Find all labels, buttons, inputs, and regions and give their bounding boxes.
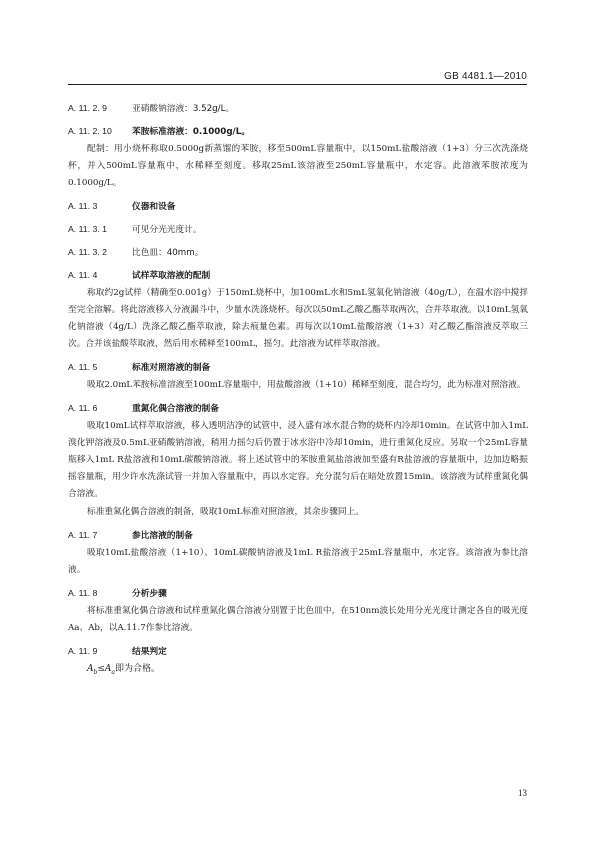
- section-heading: [68, 244, 528, 261]
- section-heading: [68, 643, 528, 660]
- section-heading: [68, 198, 528, 215]
- section-heading: [68, 123, 528, 140]
- page-number: 13: [518, 788, 527, 798]
- section-title: 重氮化偶合溶液的制备: [132, 404, 219, 414]
- section-number: A. 11. 5: [68, 362, 98, 372]
- formula-symbol: A: [87, 664, 94, 674]
- section-title: 苯胺标准溶液：0.1000g/L。: [132, 127, 250, 137]
- section-heading: [68, 400, 528, 417]
- section-title: 试样萃取溶液的配制: [132, 271, 211, 281]
- section-title: 仪器和设备: [132, 202, 176, 212]
- section-title: 比色皿：40mm。: [132, 248, 204, 258]
- formula-operator: ≤: [97, 664, 105, 674]
- section-title: 分析步骤: [132, 589, 167, 599]
- formula-symbol: A: [104, 664, 112, 674]
- section-title: 标准对照溶液的制备: [132, 363, 211, 373]
- section-number: A. 11. 7: [68, 530, 98, 540]
- body-paragraph: 吸取10mL盐酸溶液（1+10）、10mL碳酸钠溶液及1mL R盐溶液于25mL容量瓶中，水定容。该溶液为参比溶液。: [68, 548, 528, 575]
- body-paragraph: 将标准重氮化偶合溶液和试样重氮化偶合溶液分别置于比色皿中，在510nm波长处用分光光度计测定各自的吸光度Aa、Ab，以A.11.7作参比溶液。: [68, 606, 528, 633]
- header-rule: [68, 84, 527, 85]
- body-paragraph: 吸取10mL试样萃取溶液，移入透明洁净的试管中，浸入盛有冰水混合物的烧杯内冷却10min。在试管中加入1mL溴化钾溶液及0.5mL亚硝酸钠溶液，稍用力摇匀后仍置于冰水浴中冷却10min，进行重氮化反应。另取一个25mL容量瓶移入1mL R盐溶液和10mL碳酸钠溶液。将上述试管中的苯胺重氮盐溶液加至盛有R盐溶液的容量瓶中，边加边略振摇容量瓶，用少许水洗涤试管一并加入容量瓶中，再以水定容。充分混匀后在暗处放置15min。该溶液为试样重氮化偶合溶液。: [68, 421, 528, 499]
- body-paragraph: 标准重氮化偶合溶液的制备，吸取10mL标准对照溶液，其余步骤同上。: [87, 507, 364, 517]
- body-paragraph: 配制：用小烧杯称取0.5000g新蒸馏的苯胺，移至500mL容量瓶中，以150mL盐酸溶液（1+3）分三次洗涤烧杯，并入500mL容量瓶中，水稀释至刻度。移取25mL该溶液至250mL容量瓶中，水定容。此溶液苯胺浓度为0.1000g/L。: [68, 144, 528, 188]
- section-number: A. 11. 2. 9: [68, 103, 107, 113]
- section-heading: [68, 527, 528, 544]
- section-number: A. 11. 4: [68, 270, 98, 280]
- section-number: A. 11. 3. 2: [68, 247, 107, 257]
- document-body: [68, 94, 528, 681]
- section-title: 结果判定: [132, 647, 167, 657]
- section-title: 亚硝酸钠溶液：3.52g/L。: [132, 104, 235, 114]
- section-heading: [68, 267, 528, 284]
- formula-subscript: b: [93, 668, 98, 676]
- section-number: A. 11. 8: [68, 588, 98, 598]
- body-paragraph: 吸取2.0mL苯胺标准溶液至100mL容量瓶中，用盐酸溶液（1+10）稀释至刻度，混合均匀，此为标准对照溶液。: [87, 380, 526, 390]
- section-title: 可见分光光度计。: [132, 225, 202, 235]
- section-number: A. 11. 3: [68, 201, 98, 211]
- section-heading: [68, 585, 528, 602]
- section-heading: [68, 100, 528, 117]
- section-heading: [68, 359, 528, 376]
- formula-text: 即为合格。: [114, 664, 160, 674]
- section-number: A. 11. 6: [68, 403, 98, 413]
- standard-code: GB 4481.1—2010: [444, 71, 527, 82]
- formula-subscript: a: [111, 668, 115, 676]
- section-number: A. 11. 9: [68, 646, 98, 656]
- section-number: A. 11. 2. 10: [68, 126, 112, 136]
- result-formula: [68, 661, 528, 681]
- section-number: A. 11. 3. 1: [68, 224, 107, 234]
- body-paragraph: 称取约2g试样（精确至0.001g）于150mL烧杯中，加100mL水和5mL氢氧化钠溶液（40g/L），在温水浴中搅拌至完全溶解。将此溶液移入分液漏斗中，少量水洗涤烧杯。每次以50mL乙酸乙酯萃取两次，合并萃取液。以10mL氢氧化钠溶液（4g/L）洗涤乙酸乙酯萃取液，除去痕量色素。再每次以10mL盐酸溶液（1+3）对乙酸乙酯溶液反萃取三次。合并该盐酸萃取液，然后用水稀释至100mL，摇匀。此溶液为试样萃取溶液。: [68, 288, 528, 349]
- section-title: 参比溶液的制备: [132, 531, 193, 541]
- section-heading: [68, 221, 528, 238]
